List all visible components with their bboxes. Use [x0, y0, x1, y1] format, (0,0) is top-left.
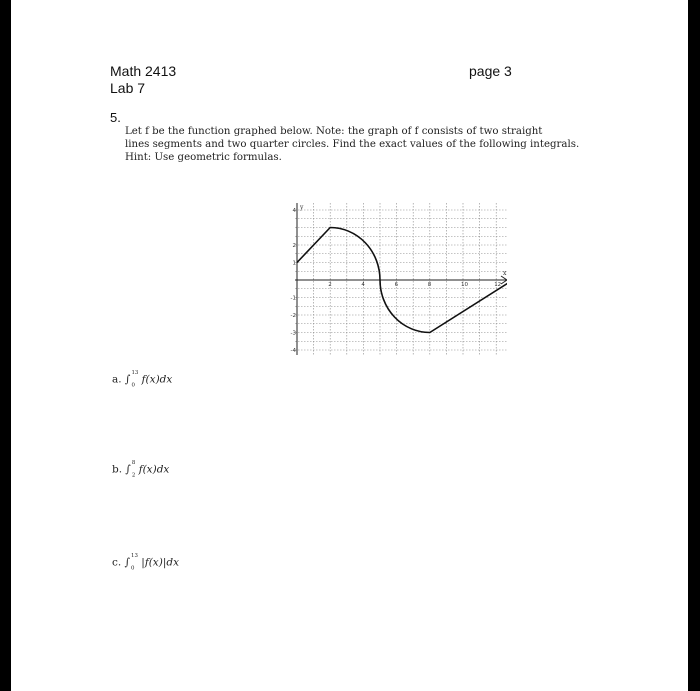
x-tick-label: 6 [394, 282, 399, 288]
question-number: 5. [110, 110, 121, 125]
y-tick-label: -4 [290, 348, 296, 354]
part-b [112, 460, 169, 479]
part-b-lower-limit: 2 [131, 472, 136, 479]
function-graph [281, 197, 507, 359]
y-tick-label: -3 [290, 330, 296, 337]
document-page [11, 0, 688, 691]
x-tick-label: 8 [427, 282, 432, 288]
part-c-lower-limit: 0 [131, 565, 135, 572]
part-b-upper-limit: 8 [131, 460, 136, 466]
x-tick-label: 12 [494, 282, 502, 288]
x-tick-label: 10 [461, 282, 468, 288]
course-title: Math 2413 [110, 63, 177, 79]
integral-sign: ∫ [124, 556, 131, 569]
y-tick-label: -2 [290, 313, 296, 319]
page-number: page 3 [469, 63, 512, 79]
y-tick-label: 1 [292, 260, 296, 267]
x-tick-label: 2 [328, 282, 332, 288]
x-tick-label: 4 [361, 282, 365, 288]
part-a-label: a. [112, 373, 122, 386]
problem-line-2: lines segments and two quarter circles. Find the exact values of the following integrals. [125, 139, 580, 150]
y-tick-label: 4 [292, 208, 296, 214]
part-a-upper-limit: 13 [131, 370, 139, 376]
part-a-lower-limit: 0 [131, 382, 135, 389]
problem-line-3: Hint: Use geometric formulas. [125, 152, 282, 163]
part-c-integrand: |f(x)|dx [141, 556, 180, 569]
part-b-integrand: f(x)dx [138, 463, 170, 476]
lab-number: Lab 7 [110, 80, 146, 96]
integral-sign: ∫ [125, 463, 131, 476]
part-c [112, 553, 179, 572]
y-tick-label: -1 [290, 295, 296, 302]
x-axis-label: x [503, 270, 507, 277]
graph-tick-labels [291, 208, 502, 354]
part-b-label: b. [112, 463, 123, 476]
part-a [112, 370, 172, 389]
problem-line-1: Let f be the function graphed below. Note: the graph of f consists of two straight [125, 126, 543, 137]
part-a-integrand: f(x)dx [141, 373, 173, 386]
part-c-label: c. [112, 556, 122, 569]
part-c-upper-limit: 13 [131, 553, 138, 559]
y-tick-label: 2 [292, 243, 296, 249]
y-axis-label: y [300, 204, 304, 211]
integral-sign: ∫ [124, 373, 131, 386]
graph-grid [292, 203, 507, 355]
